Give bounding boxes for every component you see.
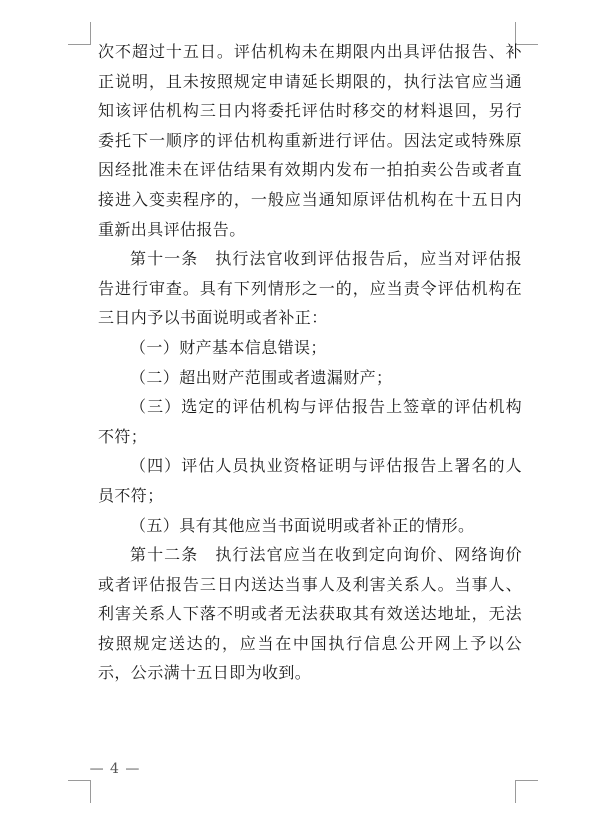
list-item-4: （四）评估人员执业资格证明与评估报告上署名的人员不符； (98, 456, 522, 505)
crop-mark-bottom-right (515, 780, 538, 803)
list-item-5: （五）具有其他应当书面说明或者补正的情形。 (130, 515, 475, 535)
page-number: — 4 — (89, 761, 141, 777)
list-item-3: （三）选定的评估机构与评估报告上签章的评估机构不符； (98, 397, 522, 446)
list-item-2: （二）超出财产范围或者遗漏财产； (130, 367, 393, 387)
crop-mark-top-left (68, 22, 91, 45)
paragraph-article-12: 第十二条 执行法官应当在收到定向询价、网络询价或者评估报告三日内送达当事人及利害关系人。当事人、利害关系人下落不明或者无法获取其有效送达地址，无法按照规定送达的，应当在中国执行信息公开网上予以公示，公示满十五日即为收到。 (98, 545, 522, 683)
document-body (98, 37, 522, 688)
crop-mark-bottom-left (68, 780, 91, 803)
paragraph-article-11: 第十一条 执行法官收到评估报告后，应当对评估报告进行审查。具有下列情形之一的，应当责令评估机构在三日内予以书面说明或者补正： (98, 249, 522, 328)
list-item-1: （一）财产基本信息错误； (130, 337, 327, 357)
paragraph-continuation: 次不超过十五日。评估机构未在期限内出具评估报告、补正说明，且未按照规定申请延长期限的，执行法官应当通知该评估机构三日内将委托评估时移交的材料退回，另行委托下一顺序的评估机构重新进行评估。因法定或特殊原因经批准未在评估结果有效期内发布一拍拍卖公告或者直接进入变卖程序的，一般应当通知原评估机构在十五日内重新出具评估报告。 (98, 42, 522, 239)
